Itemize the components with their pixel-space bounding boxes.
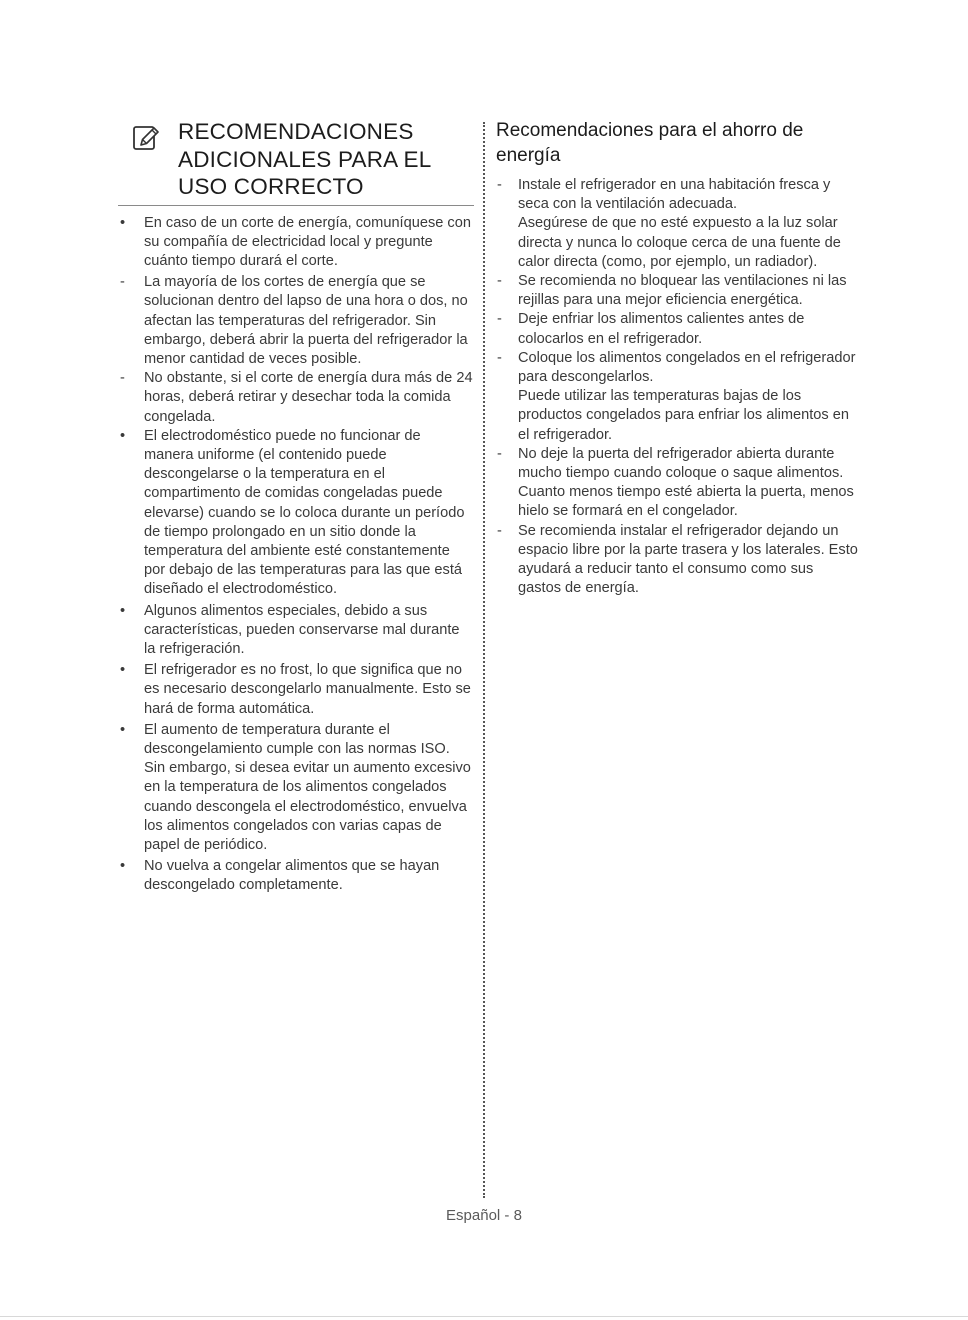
list-item: [118, 661, 474, 719]
subsection-heading: Recomendaciones para el ahorro de energía: [496, 120, 804, 166]
bullet-marker: •: [120, 602, 126, 619]
right-column: [496, 118, 858, 598]
item-text: No deje la puerta del refrigerador abierta durante mucho tiempo cuando coloque o saque alimentos.: [518, 445, 844, 482]
item-text: El refrigerador es no frost, lo que significa que no es necesario descongelarlo manualmente. Esto se hará de forma automática.: [144, 662, 471, 717]
item-text: Coloque los alimentos congelados en el refrigerador para descongelarlos.: [518, 349, 856, 386]
dash-marker: -: [120, 274, 125, 291]
list-item: [496, 176, 858, 272]
list-item: [118, 369, 474, 427]
dash-marker: -: [497, 522, 502, 539]
title-line: RECOMENDACIONES: [178, 119, 414, 144]
list-item: [496, 522, 858, 599]
item-text: Se recomienda instalar el refrigerador dejando un espacio libre por la parte trasera y los laterales. Esto ayudará a reducir tanto el consumo como sus gastos de energía.: [518, 522, 858, 597]
recommendations-list: [118, 214, 474, 896]
list-item: [118, 857, 474, 895]
note-pencil-icon: [132, 124, 160, 152]
item-text: No vuelva a congelar alimentos que se hayan descongelado completamente.: [144, 858, 440, 894]
page-title: [178, 118, 474, 201]
item-extra-text: Asegúrese de que no esté expuesto a la luz solar directa y nunca lo coloque cerca de una fuente de calor directa (como, por ejemplo, un radiador).: [518, 215, 841, 270]
item-text: El electrodoméstico puede no funcionar de manera uniforme (el contenido puede descongelarse o la temperatura en el compartimento de comidas congeladas puede elevarse) cuando se lo coloca durante un período de tiempo prolongado en un sitio donde la temperatura del ambiente esté constantemente por debajo de las temperaturas para las que está diseñado el electrodoméstico.: [144, 427, 465, 598]
energy-saving-list: [496, 176, 858, 598]
column-divider: [483, 122, 485, 1198]
item-text: La mayoría de los cortes de energía que se solucionan dentro del lapso de una hora o dos, no afectan las temperaturas del refrigerador. Sin embargo, deberá abrir la puerta del refrigerador la menor cantidad de veces posible.: [144, 274, 468, 367]
item-text: El aumento de temperatura durante el descongelamiento cumple con las normas ISO. Sin embargo, si desea evitar un aumento excesivo en la temperatura de los alimentos congelados cuando descongela el electrodoméstico, envuelva los alimentos congelados con varias capas de papel de periódico.: [144, 721, 471, 853]
list-item: [118, 602, 474, 660]
item-extra-text: Puede utilizar las temperaturas bajas de los productos congelados para enfriar los alimentos en el refrigerador.: [518, 388, 849, 443]
list-item: [118, 214, 474, 272]
title-line: USO CORRECTO: [178, 174, 364, 199]
page-edge-line: [0, 1316, 968, 1317]
dash-marker: -: [120, 370, 125, 387]
item-text: En caso de un corte de energía, comuníquese con su compañía de electricidad local y pregunte cuánto tiempo durará el corte.: [144, 214, 471, 269]
dash-marker: -: [497, 311, 502, 328]
list-item: [118, 273, 474, 369]
left-column: [118, 118, 474, 898]
dash-marker: -: [497, 177, 502, 193]
bullet-marker: •: [120, 858, 126, 875]
list-item: [118, 721, 474, 855]
section-heading: [118, 118, 474, 206]
item-text: Se recomienda no bloquear las ventilaciones ni las rejillas para una mejor eficiencia energética.: [518, 273, 847, 309]
bullet-marker: •: [120, 662, 126, 679]
list-item: [496, 272, 858, 310]
item-text: Deje enfriar los alimentos calientes antes de colocarlos en el refrigerador.: [518, 311, 805, 347]
dash-marker: -: [497, 445, 502, 462]
title-line: ADICIONALES PARA EL: [178, 146, 432, 172]
item-extra-text: Cuanto menos tiempo esté abierta la puerta, menos hielo se formará en el congelador.: [518, 484, 854, 520]
bullet-marker: •: [120, 721, 126, 738]
item-text: No obstante, si el corte de energía dura más de 24 horas, deberá retirar y desechar toda la comida congelada.: [144, 370, 473, 425]
item-text: Algunos alimentos especiales, debido a sus características, pueden conservarse mal durante la refrigeración.: [144, 602, 460, 657]
bullet-marker: •: [120, 427, 126, 444]
list-item: [496, 310, 858, 348]
list-item: [496, 445, 858, 522]
bullet-marker: •: [120, 214, 126, 231]
dash-marker: -: [497, 273, 502, 290]
item-text: Instale el refrigerador en una habitación fresca y seca con la ventilación adecuada.: [518, 177, 831, 213]
page-footer: Español - 8: [446, 1207, 522, 1224]
list-item: [118, 427, 474, 600]
list-item: [496, 349, 858, 445]
dash-marker: -: [497, 349, 502, 366]
